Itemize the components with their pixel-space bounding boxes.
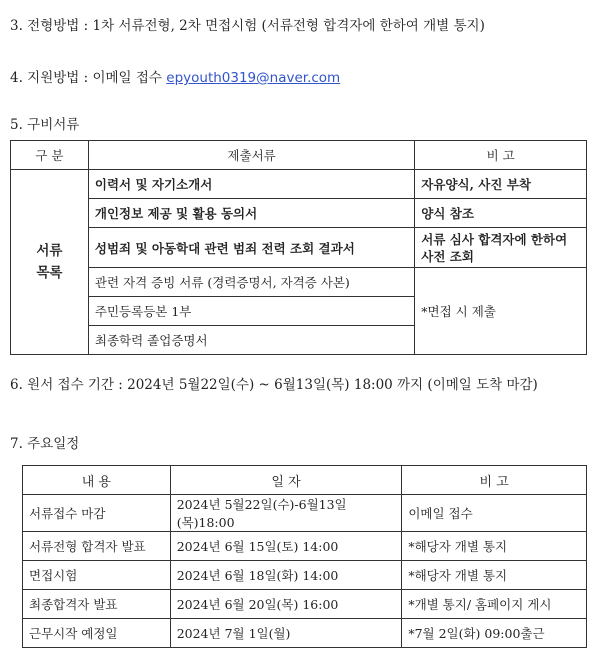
schedule-item-cell: 서류전형 합격자 발표 [23,532,171,561]
table-row [23,561,587,590]
application-method-label: 4. 지원방법 : 이메일 접수 [10,70,162,86]
schedule-note-cell: 이메일 접수 [402,495,587,532]
header-date: 일 자 [170,466,402,495]
section-application-method [10,66,340,86]
section-required-docs-title: 5. 구비서류 [10,117,80,133]
group-label-line-2: 목록 [36,265,63,281]
selection-method-text: 1차 서류전형, 2차 면접시험 (서류전형 합격자에 한하여 개별 통지) [92,18,485,34]
schedule-note-cell: *해당자 개별 통지 [402,532,587,561]
doc-cell: 최종학력 졸업증명서 [88,326,414,355]
table-row [11,199,587,228]
schedule-item-cell: 면접시험 [23,561,171,590]
schedule-date-cell: 2024년 6월 15일(토) 14:00 [170,532,402,561]
doc-cell: 성범죄 및 아동학대 관련 범죄 전력 조회 결과서 [88,228,414,268]
table-header-row [23,466,587,495]
note-cell: 양식 참조 [415,199,587,228]
section-schedule-title: 7. 주요일정 [10,436,80,452]
schedule-item-cell: 최종합격자 발표 [23,590,171,619]
doc-cell: 주민등록등본 1부 [88,297,414,326]
table-row [11,268,587,297]
schedule-date-cell: 2024년 5월22일(수)-6월13일(목)18:00 [170,495,402,532]
group-label-cell [11,170,89,355]
header-category: 구 분 [11,141,89,170]
schedule-note-cell: *해당자 개별 통지 [402,561,587,590]
merged-note-cell: *면접 시 제출 [415,268,587,355]
required-docs-table [10,140,587,355]
schedule-note-cell: *7월 2일(화) 09:00출근 [402,619,587,648]
header-note: 비 고 [402,466,587,495]
table-header-row [11,141,587,170]
section-application-period: 6. 원서 접수 기간 : 2024년 5월22일(수) ~ 6월13일(목) 18:00 까지 (이메일 도착 마감) [10,377,538,393]
table-row [23,495,587,532]
table-row [11,228,587,268]
schedule-item-cell: 서류접수 마감 [23,495,171,532]
note-cell: 자유양식, 사진 부착 [415,170,587,199]
table-row [23,532,587,561]
section-selection-method [10,14,485,34]
table-row [23,619,587,648]
doc-cell: 이력서 및 자기소개서 [88,170,414,199]
note-cell: 서류 심사 합격자에 한하여 사전 조회 [415,228,587,268]
group-label-line-1: 서류 [36,243,63,259]
doc-cell: 관련 자격 증빙 서류 (경력증명서, 자격증 사본) [88,268,414,297]
schedule-item-cell: 근무시작 예정일 [23,619,171,648]
schedule-date-cell: 2024년 7월 1일(월) [170,619,402,648]
schedule-date-cell: 2024년 6월 18일(화) 14:00 [170,561,402,590]
email-link[interactable]: epyouth0319@naver.com [166,70,341,86]
header-item: 내 용 [23,466,171,495]
table-row [23,590,587,619]
header-notes: 비 고 [415,141,587,170]
doc-cell: 개인정보 제공 및 활용 동의서 [88,199,414,228]
schedule-table [22,465,587,648]
table-row [11,170,587,199]
schedule-date-cell: 2024년 6월 20일(목) 16:00 [170,590,402,619]
selection-method-label: 3. 전형방법 : [10,18,89,34]
schedule-note-cell: *개별 통지/ 홈페이지 게시 [402,590,587,619]
header-documents: 제출서류 [88,141,414,170]
